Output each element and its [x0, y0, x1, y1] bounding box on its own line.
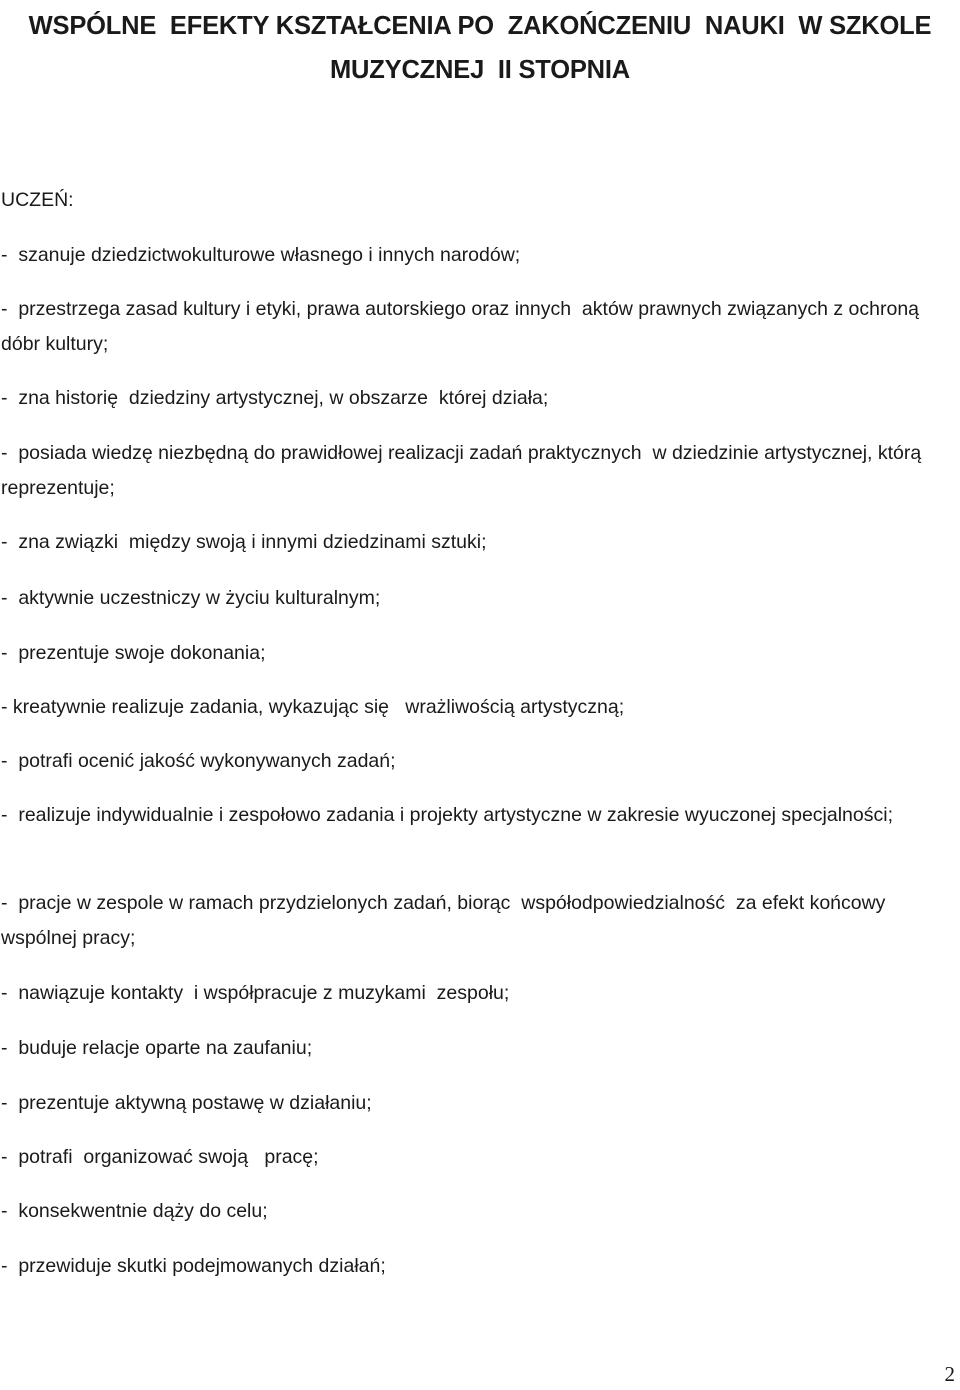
list-item: - posiada wiedzę niezbędną do prawidłowej realizacji zadań praktycznych w dziedzinie artystycznej, którą reprezentuje; [1, 442, 927, 499]
list-item: - potrafi organizować swoją pracę; [1, 1146, 319, 1168]
list-item: - prezentuje aktywną postawę w działaniu; [1, 1092, 372, 1114]
list-item: - nawiązuje kontakty i współpracuje z muzykami zespołu; [1, 982, 510, 1004]
list-item: - realizuje indywidualnie i zespołowo zadania i projekty artystyczne w zakresie wyuczonej specjalności; [1, 804, 894, 826]
title-line-2: MUZYCZNEJ II STOPNIA [330, 56, 630, 84]
list-item: - kreatywnie realizuje zadania, wykazując się wrażliwością artystyczną; [1, 696, 625, 718]
title-line-1: WSPÓLNE EFEKTY KSZTAŁCENIA PO ZAKOŃCZENIU NAUKI W SZKOLE [28, 12, 932, 40]
list-item: - buduje relacje oparte na zaufaniu; [1, 1037, 313, 1059]
section-heading: UCZEŃ: [1, 189, 74, 211]
list-item: - przestrzega zasad kultury i etyki, prawa autorskiego oraz innych aktów prawnych związanych z ochroną dóbr kultury; [1, 298, 925, 355]
list-item: - potrafi ocenić jakość wykonywanych zadań; [1, 750, 396, 772]
document-title [0, 4, 960, 92]
list-item: - konsekwentnie dąży do celu; [1, 1200, 268, 1222]
list-item: - zna związki między swoją i innymi dziedzinami sztuki; [1, 531, 487, 553]
page-number: 2 [944, 1362, 955, 1386]
list-item: - aktywnie uczestniczy w życiu kulturalnym; [1, 587, 381, 609]
list-item: - zna historię dziedziny artystycznej, w obszarze której działa; [1, 387, 549, 409]
list-item: - pracje w zespole w ramach przydzielonych zadań, biorąc współodpowiedzialność za efekt końcowy wspólnej pracy; [1, 892, 897, 949]
list-item: - prezentuje swoje dokonania; [1, 642, 266, 664]
list-item: - przewiduje skutki podejmowanych działań; [1, 1255, 386, 1277]
list-item: - szanuje dziedzictwokulturowe własnego i innych narodów; [1, 244, 521, 266]
